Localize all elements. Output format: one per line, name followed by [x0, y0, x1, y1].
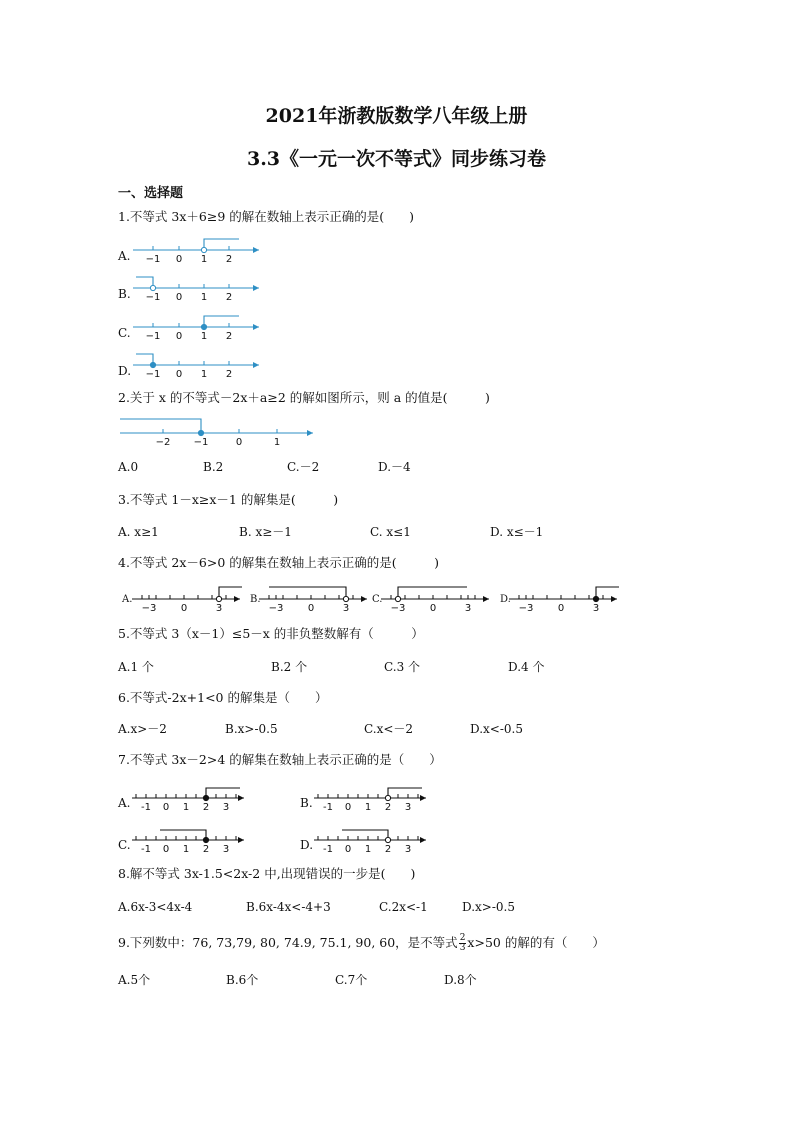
tick-label: 0 — [429, 603, 437, 614]
tick-label: 2 — [225, 254, 233, 265]
q6-option-c: C.x<－2 — [364, 722, 414, 736]
axis-arrow — [238, 795, 244, 801]
solution-ray — [206, 788, 240, 798]
q7-number-line-d — [314, 823, 434, 857]
tick-label: 3 — [404, 802, 412, 813]
axis-arrow — [361, 596, 367, 602]
tick-label: 3 — [464, 603, 472, 614]
tick-label: -1 — [141, 802, 151, 813]
solution-ray — [204, 316, 239, 327]
tick-label: 1 — [200, 369, 208, 380]
q9-option-c: C.7个 — [335, 973, 368, 987]
q5-option-c: C.3 个 — [384, 660, 421, 674]
tick-label: -1 — [141, 844, 151, 855]
tick-label: 2 — [225, 369, 233, 380]
tick-label: 1 — [200, 292, 208, 303]
tick-label: 3 — [342, 603, 350, 614]
question-3-stem: 3.不等式 1－x≥x－1 的解集是( ) — [118, 492, 339, 507]
question-6-stem: 6.不等式-2x+1<0 的解集是（ ） — [118, 690, 328, 705]
open-dot — [385, 795, 390, 800]
page-subtitle: 3.3《一元一次不等式》同步练习卷 — [246, 148, 547, 170]
tick-label: −3 — [141, 603, 157, 614]
tick-label: 3 — [222, 802, 230, 813]
tick-label: 0 — [557, 603, 565, 614]
tick-label: −3 — [518, 603, 534, 614]
tick-label: 2 — [202, 844, 210, 855]
question-7-stem: 7.不等式 3x－2>4 的解集在数轴上表示正确的是（ ） — [118, 752, 442, 767]
closed-dot — [201, 324, 206, 329]
q4-label-b: B. — [250, 594, 261, 605]
q3-option-b: B. x≥－1 — [239, 525, 292, 539]
q1-number-line-a — [133, 232, 263, 266]
q4-label-a: A. — [122, 594, 133, 605]
tick-label: 2 — [225, 292, 233, 303]
closed-dot — [593, 596, 598, 601]
tick-label: 0 — [175, 331, 183, 342]
q4-number-line-d — [509, 582, 619, 616]
q6-option-d: D.x<-0.5 — [470, 722, 523, 736]
closed-dot — [150, 362, 155, 367]
open-dot — [343, 596, 348, 601]
solution-ray — [120, 419, 201, 433]
axis-arrow — [420, 837, 426, 843]
q1-label-b: B. — [118, 287, 131, 301]
closed-dot — [203, 837, 208, 842]
page-title: 2021年浙教版数学八年级上册 — [265, 105, 528, 127]
q4-number-line-a — [132, 582, 242, 616]
tick-label: 2 — [225, 331, 233, 342]
tick-label: 0 — [175, 369, 183, 380]
q7-label-c: C. — [118, 838, 131, 852]
tick-label: 1 — [364, 844, 372, 855]
axis-arrow — [234, 596, 240, 602]
tick-label: -1 — [323, 844, 333, 855]
axis-arrow — [307, 430, 313, 436]
q3-option-a: A. x≥1 — [118, 525, 159, 539]
axis-arrow — [611, 596, 617, 602]
open-dot — [385, 837, 390, 842]
tick-label: 2 — [384, 844, 392, 855]
question-5-stem: 5.不等式 3（x－1）≤5－x 的非负整数解有（ ） — [118, 626, 424, 641]
tick-label: 2 — [202, 802, 210, 813]
tick-label: 0 — [180, 603, 188, 614]
q9-fraction-numerator: 2 — [459, 933, 466, 943]
q7-label-d: D. — [300, 838, 314, 852]
tick-label: 0 — [175, 292, 183, 303]
tick-label: 2 — [384, 802, 392, 813]
tick-label: 0 — [162, 844, 170, 855]
q8-option-b: B.6x-4x<-4+3 — [246, 900, 331, 914]
tick-label: 1 — [182, 844, 190, 855]
question-1-stem: 1.不等式 3x＋6≥9 的解在数轴上表示正确的是( ) — [118, 209, 415, 224]
axis-arrow — [253, 362, 259, 368]
tick-label: −3 — [390, 603, 406, 614]
q7-number-line-a — [132, 781, 252, 815]
q9-fraction-denominator: 3 — [459, 943, 466, 953]
q7-label-a: A. — [118, 796, 131, 810]
q9-stem-part-b: x>50 的解的有（ ） — [467, 935, 605, 950]
q7-label-b: B. — [300, 796, 313, 810]
axis-arrow — [483, 596, 489, 602]
tick-label: 1 — [273, 437, 281, 448]
section-heading: 一、选择题 — [118, 186, 184, 201]
q6-option-a: A.x>－2 — [118, 722, 167, 736]
tick-label: −1 — [145, 254, 161, 265]
q1-number-line-b — [133, 270, 263, 304]
q1-label-c: C. — [118, 326, 131, 340]
q4-number-line-c — [381, 582, 491, 616]
tick-label: 3 — [215, 603, 223, 614]
q5-option-d: D.4 个 — [508, 660, 545, 674]
question-8-stem: 8.解不等式 3x-1.5<2x-2 中,出现错误的一步是( ) — [118, 866, 416, 881]
q4-number-line-b — [259, 582, 369, 616]
tick-label: −1 — [193, 437, 209, 448]
axis-arrow — [253, 285, 259, 291]
q9-fraction — [459, 934, 467, 953]
q9-stem-part-a: 9.下列数中：76, 73,79, 80, 74.9, 75.1, 90, 60，是不等式 — [118, 935, 458, 950]
solution-ray — [160, 830, 206, 840]
tick-label: 3 — [222, 844, 230, 855]
tick-label: 1 — [200, 331, 208, 342]
q2-option-c: C.－2 — [287, 460, 320, 474]
tick-label: 0 — [162, 802, 170, 813]
q7-number-line-c — [132, 823, 252, 857]
tick-label: -1 — [323, 802, 333, 813]
q2-option-b: B.2 — [203, 460, 224, 474]
q5-option-b: B.2 个 — [271, 660, 308, 674]
tick-label: −1 — [145, 292, 161, 303]
q4-label-d: D. — [500, 594, 511, 605]
tick-label: 1 — [200, 254, 208, 265]
tick-label: 3 — [404, 844, 412, 855]
question-9-stem — [118, 934, 605, 953]
closed-dot — [203, 795, 208, 800]
closed-dot — [198, 430, 203, 435]
solution-ray — [388, 788, 422, 798]
q9-option-b: B.6个 — [226, 973, 259, 987]
q1-label-d: D. — [118, 364, 132, 378]
solution-ray — [204, 239, 239, 250]
q4-label-c: C. — [372, 594, 383, 605]
solution-ray — [269, 587, 346, 599]
tick-label: 1 — [182, 802, 190, 813]
q8-option-d: D.x>-0.5 — [462, 900, 515, 914]
tick-label: 3 — [592, 603, 600, 614]
q8-option-a: A.6x-3<4x-4 — [118, 900, 193, 914]
q8-option-c: C.2x<-1 — [379, 900, 428, 914]
tick-label: −1 — [145, 369, 161, 380]
axis-arrow — [420, 795, 426, 801]
question-4-stem: 4.不等式 2x－6>0 的解集在数轴上表示正确的是( ) — [118, 555, 440, 570]
q2-option-d: D.－4 — [378, 460, 411, 474]
solution-ray — [342, 830, 388, 840]
axis-arrow — [253, 324, 259, 330]
q3-option-d: D. x≤－1 — [490, 525, 544, 539]
tick-label: 0 — [175, 254, 183, 265]
open-dot — [150, 285, 155, 290]
question-2-stem: 2.关于 x 的不等式－2x＋a≥2 的解如图所示，则 a 的值是( ) — [118, 390, 490, 405]
tick-label: −2 — [155, 437, 171, 448]
axis-arrow — [238, 837, 244, 843]
q9-option-a: A.5个 — [118, 973, 151, 987]
solution-ray — [219, 587, 242, 599]
q2-number-line — [118, 413, 318, 449]
tick-label: 0 — [344, 844, 352, 855]
tick-label: 1 — [364, 802, 372, 813]
q5-option-a: A.1 个 — [118, 660, 154, 674]
tick-label: 0 — [344, 802, 352, 813]
q7-number-line-b — [314, 781, 434, 815]
tick-label: −1 — [145, 331, 161, 342]
open-dot — [395, 596, 400, 601]
tick-label: −3 — [268, 603, 284, 614]
axis-arrow — [253, 247, 259, 253]
q1-label-a: A. — [118, 249, 131, 263]
solution-ray — [596, 587, 619, 599]
open-dot — [201, 247, 206, 252]
tick-label: 0 — [235, 437, 243, 448]
q1-number-line-d — [133, 347, 263, 381]
q3-option-c: C. x≤1 — [370, 525, 411, 539]
q1-number-line-c — [133, 309, 263, 343]
tick-label: 0 — [307, 603, 315, 614]
open-dot — [216, 596, 221, 601]
q2-option-a: A.0 — [118, 460, 139, 474]
q6-option-b: B.x>-0.5 — [225, 722, 278, 736]
q9-option-d: D.8个 — [444, 973, 477, 987]
